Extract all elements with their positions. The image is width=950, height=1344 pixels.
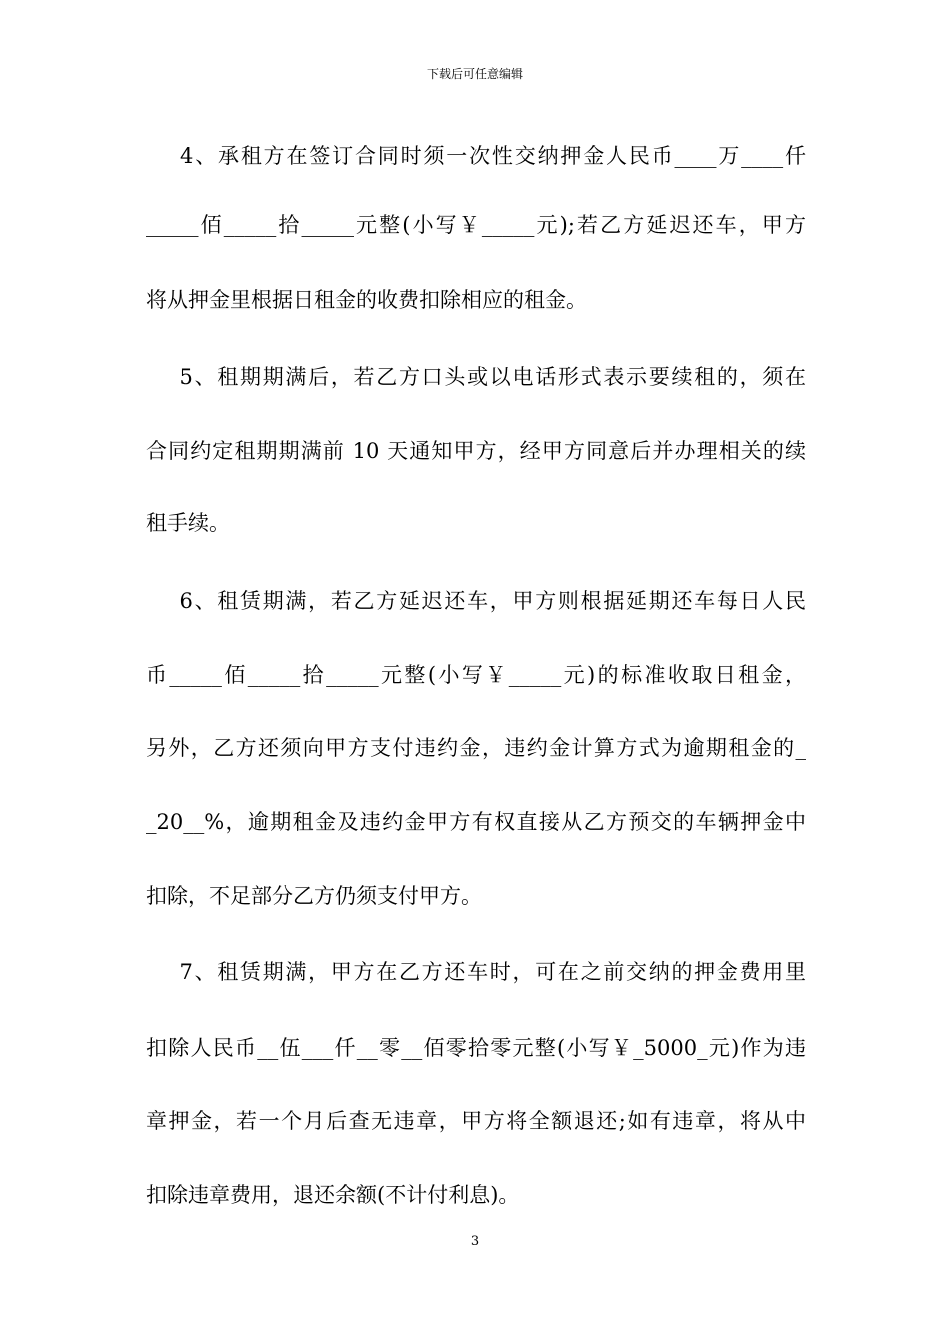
paragraph-4-line-2: _____佰_____拾_____元整(小写￥_____元);若乙方延迟还车，甲方 (146, 213, 806, 237)
page-number: 3 (470, 1234, 480, 1249)
paragraph-7-line-3: 章押金，若一个月后查无违章，甲方将全额退还;如有违章，将从中 (146, 1109, 806, 1133)
paragraph-6-line-4: _20__%，逾期租金及违约金甲方有权直接从乙方预交的车辆押金中 (146, 810, 806, 834)
paragraph-5-line-2: 合同约定租期期满前 10 天通知甲方，经甲方同意后并办理相关的续 (146, 439, 806, 463)
paragraph-4-line-1: 4、承租方在签订合同时须一次性交纳押金人民币____万____仟 (146, 144, 806, 168)
header-note: 下载后可任意编辑 (426, 67, 523, 81)
paragraph-6-line-1: 6、租赁期满，若乙方延迟还车，甲方则根据延期还车每日人民 (146, 589, 806, 613)
paragraph-7-line-2: 扣除人民币__伍___仟__零__佰零拾零元整(小写￥_5000_元)作为违 (146, 1036, 806, 1060)
paragraph-5-line-1: 5、租期期满后，若乙方口头或以电话形式表示要续租的，须在 (146, 365, 806, 389)
paragraph-6-line-3: 另外，乙方还须向甲方支付违约金，违约金计算方式为逾期租金的_ (146, 736, 806, 760)
paragraph-7-line-4: 扣除违章费用，退还余额(不计付利息)。 (146, 1183, 520, 1207)
paragraph-4-line-3: 将从押金里根据日租金的收费扣除相应的租金。 (146, 288, 587, 312)
paragraph-5-line-3: 租手续。 (146, 511, 230, 535)
paragraph-6-line-2: 币_____佰_____拾_____元整(小写￥_____元)的标准收取日租金， (146, 663, 806, 687)
paragraph-7-line-1: 7、租赁期满，甲方在乙方还车时，可在之前交纳的押金费用里 (146, 960, 806, 984)
paragraph-6-line-5: 扣除，不足部分乙方仍须支付甲方。 (146, 884, 482, 908)
